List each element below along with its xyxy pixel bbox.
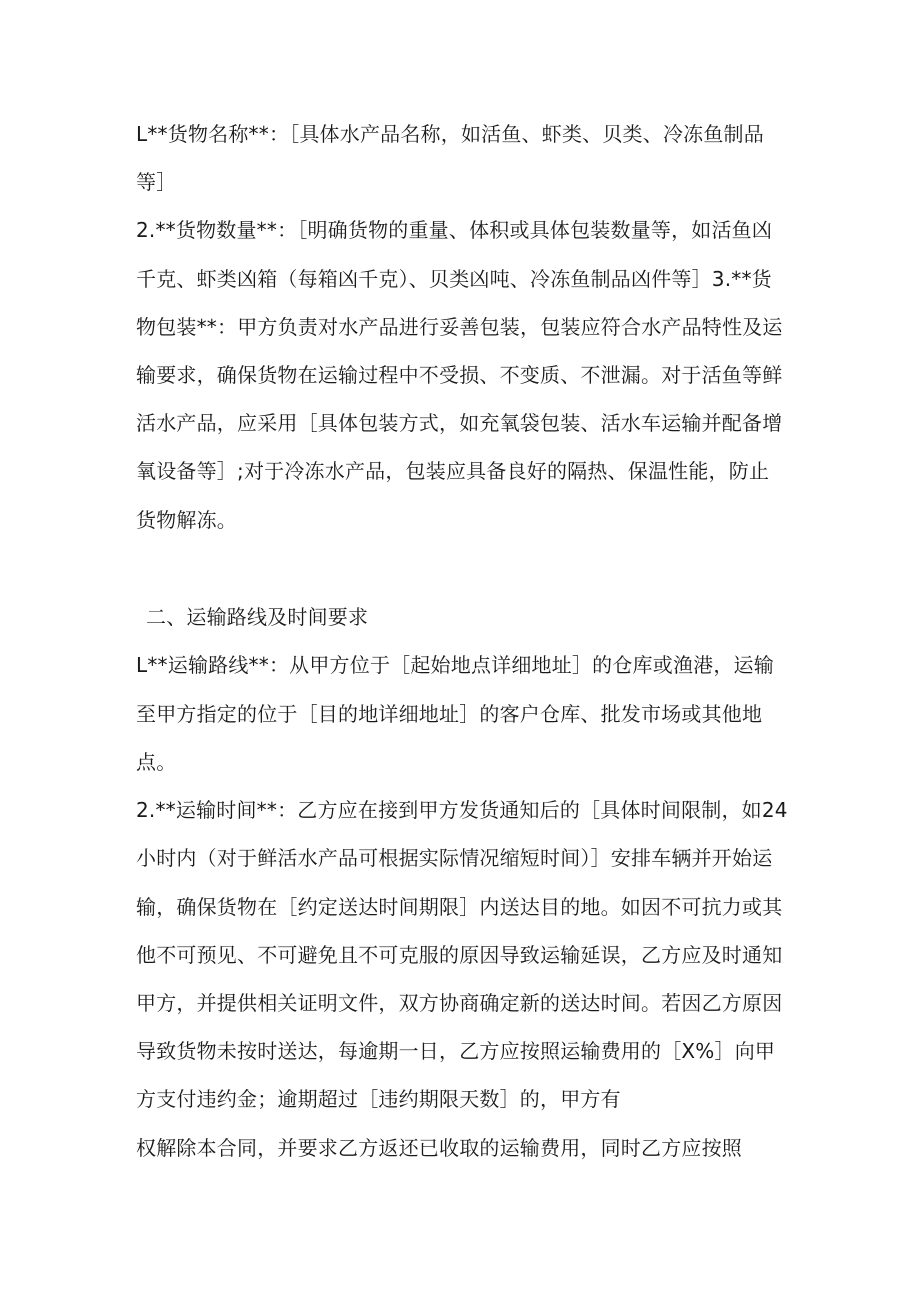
goods-name-line-2: 等］ bbox=[136, 170, 177, 194]
goods-packaging-line-5: 货物解冻。 bbox=[136, 508, 237, 532]
goods-packaging-line-3: 活水产品，应采用［具体包装方式，如充氧袋包装、活水车运输并配备增 bbox=[136, 411, 783, 435]
goods-packaging-line-2: 输要求，确保货物在运输过程中不受损、不变质、不泄漏。对于活鱼等鲜 bbox=[136, 363, 783, 387]
route-line-1: L**运输路线**：从甲方位于［起始地点详细地址］的仓库或渔港，运输 bbox=[136, 653, 774, 677]
goods-quantity-line-1: 2.**货物数量**：［明确货物的重量、体积或具体包装数量等，如活鱼凶 bbox=[136, 218, 773, 242]
transport-time-line-3: 输，确保货物在［约定送达时间期限］内送达目的地。如因不可抗力或其 bbox=[136, 895, 783, 919]
transport-time-line-2: 小时内（对于鲜活水产品可根据实际情况缩短时间）］安排车辆并开始运 bbox=[136, 846, 773, 870]
goods-quantity-line-2: 千克、虾类凶箱（每箱凶千克）、贝类凶吨、冷冻鱼制品凶件等］3.**货 bbox=[136, 267, 772, 291]
transport-time-line-6: 导致货物未按时送达，每逾期一日，乙方应按照运输费用的［X%］向甲 bbox=[136, 1039, 776, 1063]
route-line-2: 至甲方指定的位于［目的地详细地址］的客户仓库、批发市场或其他地 bbox=[136, 702, 763, 726]
section-heading-route-time: 二、运输路线及时间要求 bbox=[146, 605, 369, 629]
transport-time-line-1: 2.**运输时间**：乙方应在接到甲方发货通知后的［具体时间限制，如24 bbox=[136, 798, 788, 822]
transport-time-line-8: 权解除本合同，并要求乙方返还已收取的运输费用，同时乙方应按照 bbox=[136, 1136, 742, 1160]
goods-packaging-line-1: 物包装**：甲方负责对水产品进行妥善包装，包装应符合水产品特性及运 bbox=[136, 315, 783, 339]
goods-name-line-1: L**货物名称**：［具体水产品名称，如活鱼、虾类、贝类、冷冻鱼制品 bbox=[136, 122, 764, 146]
goods-packaging-line-4: 氧设备等］;对于冷冻水产品，包装应具备良好的隔热、保温性能，防止 bbox=[136, 459, 770, 483]
transport-time-line-4: 他不可预见、不可避免且不可克服的原因导致运输延误，乙方应及时通知 bbox=[136, 943, 783, 967]
transport-time-line-7: 方支付违约金；逾期超过［违约期限天数］的，甲方有 bbox=[136, 1087, 621, 1111]
transport-time-line-5: 甲方，并提供相关证明文件，双方协商确定新的送达时间。若因乙方原因 bbox=[136, 991, 783, 1015]
route-line-3: 点。 bbox=[136, 750, 177, 774]
